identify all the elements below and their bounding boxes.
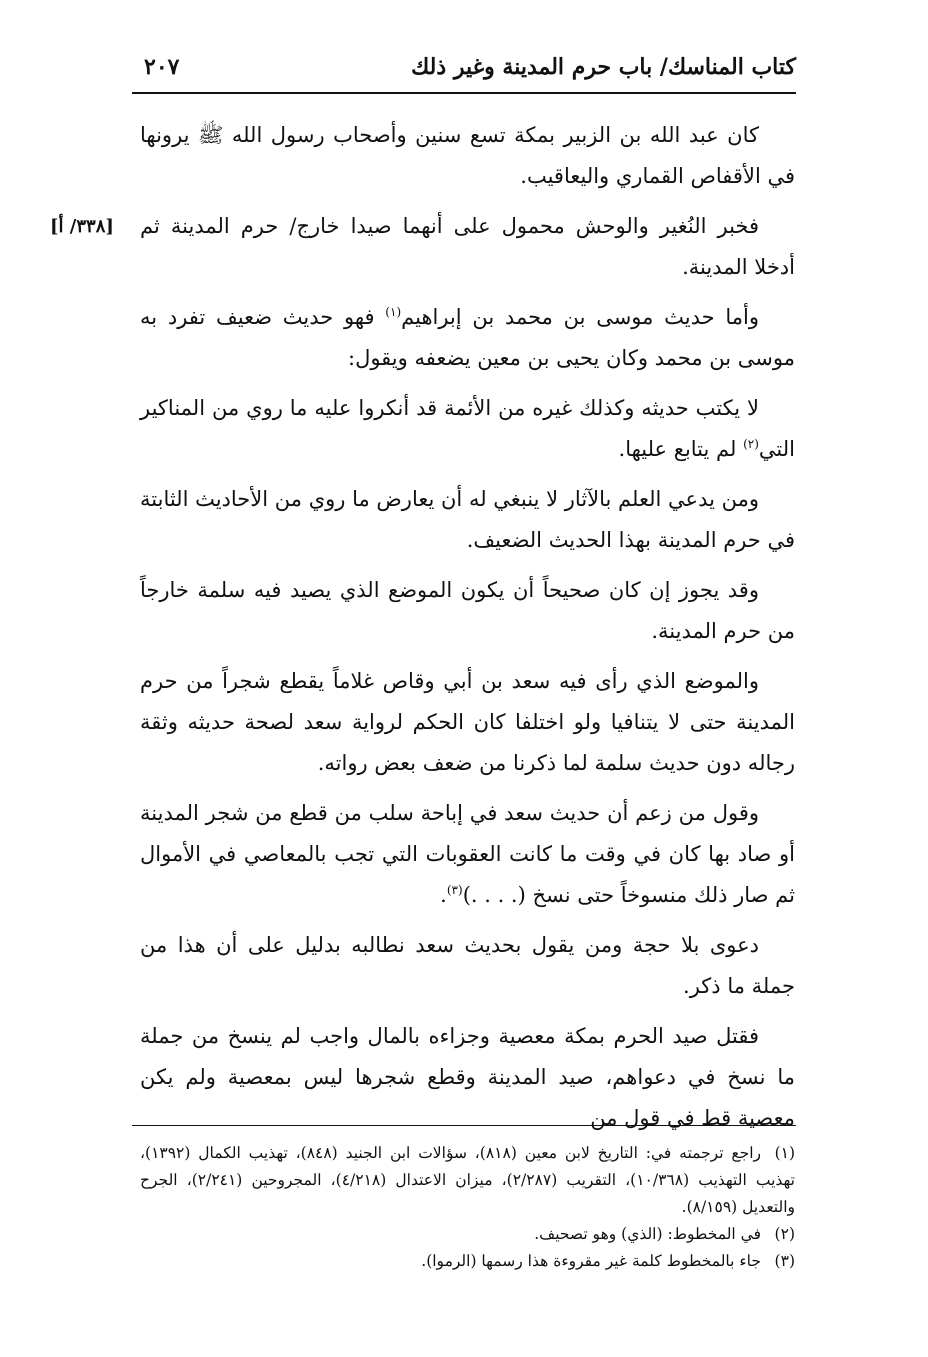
running-title: كتاب المناسك/ باب حرم المدينة وغير ذلك [411,54,796,80]
main-text [140,115,795,1148]
paragraph-8-text-cont: . [440,883,447,907]
paragraph-4-text: لا يكتب حديثه وكذلك غيره من الأئمة قد أنكروا عليه ما روي من المناكير التي [140,396,795,461]
paragraph-10: فقتل صيد الحرم بمكة معصية وجزاءه بالمال واجب لم ينسخ من جملة ما نسخ في دعواهم، صيد المدينة وقطع شجرها ليس بمعصية ولم يكن معصية قط في قول من [140,1024,795,1130]
page-header [132,52,796,94]
paragraph-3-text: وأما حديث موسى بن محمد بن إبراهيم [401,305,759,329]
paragraph-3-text-cont: فهو حديث ضعيف تفرد به موسى بن محمد وكان يحيى بن معين يضعفه ويقول: [140,305,795,370]
paragraph-2: فخبر النُغير والوحش محمول على أنهما صيدا خارج/ حرم المدينة ثم أدخلا المدينة. [140,214,795,279]
footnote-3 [140,1248,795,1275]
paragraph-3 [140,297,795,379]
footnote-divider [132,1125,796,1126]
paragraph-4-text-cont: لم يتابع عليها. [618,437,744,461]
footnote-number: (٢) [774,1225,795,1243]
manuscript-folio-marker: [٣٣٨/ أ] [50,216,114,237]
footnote-ref-3: (٣) [446,883,463,897]
paragraph-7: والموضع الذي رأى فيه سعد بن أبي وقاص غلاماً يقطع شجراً من حرم المدينة حتى لا يتنافيا ولو اختلفا كان الحكم لرواية سعد لصحة حديثه وثقة رجاله دون حديث سلمة لما ذكرنا من ضعف بعض رواته. [140,669,795,775]
page-number: ٢٠٧ [144,54,180,80]
paragraph-6: وقد يجوز إن كان صحيحاً أن يكون الموضع الذي يصيد فيه سلمة خارجاً من حرم المدينة. [140,578,795,643]
paragraph-8-text: وقول من زعم أن حديث سعد في إباحة سلب من قطع من شجر المدينة أو صاد بها كان في وقت ما كانت العقوبات التي تجب بالمعاصي في الأموال ثم صار ذلك منسوخاً حتى نسخ (. . . .) [140,801,795,907]
footnote-number: (٣) [774,1252,795,1270]
paragraph-8 [140,793,795,916]
paragraph-1: كان عبد الله بن الزبير بمكة تسع سنين وأصحاب رسول الله ﷺ يرونها في الأقفاص القماري واليعاقيب. [140,123,795,188]
footnote-1 [140,1140,795,1221]
footnotes [140,1140,795,1275]
footnote-number: (١) [774,1144,796,1162]
paragraph-9: دعوى بلا حجة ومن يقول بحديث سعد نطالبه بدليل على أن هذا من جملة ما ذكر. [140,933,795,998]
paragraph-5: ومن يدعي العلم بالآثار لا ينبغي له أن يعارض ما روي من الأحاديث الثابتة في حرم المدينة بهذا الحديث الضعيف. [140,487,795,552]
footnote-ref-2: (٢) [743,437,759,451]
footnote-ref-1: (١) [385,305,402,319]
paragraph-4 [140,388,795,470]
footnote-text: جاء بالمخطوط كلمة غير مقروءة هذا رسمها (الرموا). [421,1252,761,1270]
footnote-text: في المخطوط: (الذي) وهو تصحيف. [534,1225,761,1243]
footnote-2 [140,1221,795,1248]
footnote-text: راجع ترجمته في: التاريخ لابن معين (٨١٨)، سؤالات ابن الجنيد (٨٤٨)، تهذيب الكمال (١٣٩٢)، تهذيب التهذيب (١٠/٣٦٨)، التقريب (٢/٢٨٧)، ميزان الاعتدال (٤/٢١٨)، المجروحين (٢/٢٤١)، الجرح والتعديل (٨/١٥٩). [140,1144,795,1216]
